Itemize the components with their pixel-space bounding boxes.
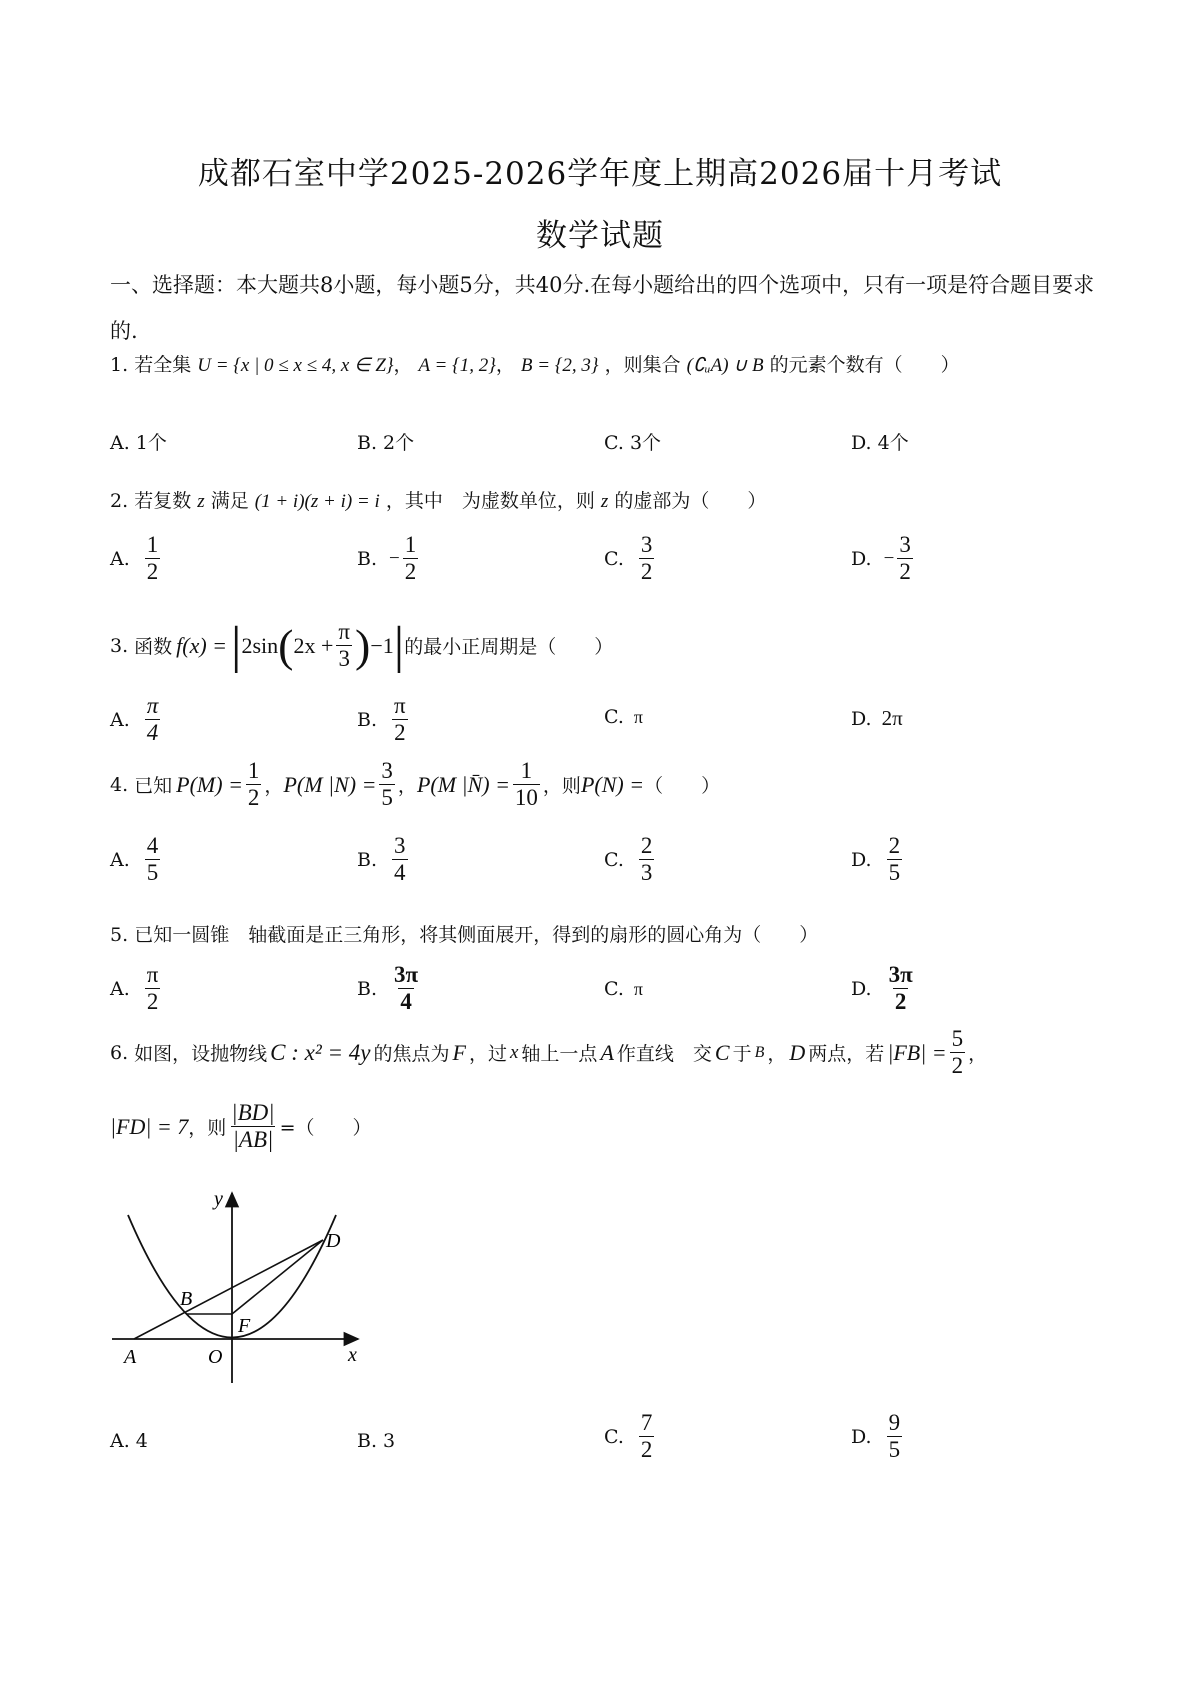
option-label: D. — [851, 848, 872, 871]
math-fd: |FD| = 7 — [110, 1113, 189, 1139]
option-c — [604, 978, 643, 1000]
option-label: C. — [604, 547, 624, 570]
option-fraction: $\frac{\pi}{2}$ — [394, 693, 406, 745]
option-label: D. — [851, 707, 872, 730]
question-text: ，则 — [188, 1117, 227, 1139]
paren-left: ( — [278, 620, 294, 671]
question-text: ，过 — [468, 1043, 507, 1065]
question-text: 的焦点为 — [373, 1043, 450, 1065]
option-value: 2π — [881, 706, 903, 730]
math-curve: C : x² = 4y — [270, 1039, 371, 1065]
question-6 — [110, 1026, 987, 1079]
math-text: −1 — [370, 632, 394, 658]
math-prob: P(N) = — [580, 771, 645, 797]
option-b — [357, 962, 423, 1015]
math-point-f: F — [452, 1039, 466, 1065]
math-curve-c: C — [714, 1039, 730, 1065]
option-label: D. — [851, 977, 872, 1000]
math-expression: (∁ᵤA) ∪ B — [686, 355, 764, 376]
question-1 — [110, 350, 960, 377]
label-b: B — [180, 1288, 193, 1310]
option-b — [357, 693, 411, 746]
label-o: O — [208, 1346, 223, 1368]
option-value: π — [633, 978, 643, 999]
label-f: F — [238, 1315, 251, 1337]
math-fraction: $\frac{1}{10}$ — [514, 758, 538, 810]
page-title: 成都石室中学2025-2026学年度上期高2026届十月考试 — [197, 156, 1003, 192]
math-set-a: A = {1, 2} — [418, 355, 496, 376]
option-a: A. 1个 — [110, 432, 167, 454]
question-text: 的最小正周期是（ ） — [404, 636, 614, 658]
question-2 — [110, 486, 766, 513]
math-set-u: U = {x | 0 ≤ x ≤ 4, x ∈ Z} — [197, 355, 394, 376]
separator: ， — [264, 775, 284, 797]
math-text: 2x + — [293, 632, 334, 658]
question-text: 轴上一点 — [521, 1043, 598, 1065]
question-number: 5. — [110, 924, 129, 946]
page-subtitle: 数学试题 — [536, 218, 664, 254]
question-number: 4. — [110, 773, 129, 796]
option-label: B. — [357, 708, 378, 731]
option-fraction: $\frac{3}{2}$ — [640, 532, 653, 584]
abs-bar: | — [393, 617, 405, 674]
option-a — [110, 693, 163, 746]
option-label: A. — [110, 708, 130, 731]
option-b: B. 3 — [357, 1430, 396, 1452]
option-sign: − — [389, 547, 400, 569]
option-fraction: $\frac{2}{3}$ — [640, 833, 653, 885]
math-fraction: $\frac{5}{2}$ — [951, 1026, 964, 1078]
math-fraction: $\frac{|BD|}{|AB|}$ — [231, 1100, 275, 1152]
option-label: D. — [851, 1425, 872, 1448]
option-label: B. — [357, 977, 378, 1000]
option-a — [110, 962, 163, 1015]
label-y: y — [214, 1188, 223, 1210]
paren-right: ) — [355, 620, 371, 671]
label-a: A — [124, 1346, 137, 1368]
option-b: B. 2个 — [357, 432, 415, 454]
option-b — [357, 833, 411, 886]
separator: ， — [495, 354, 515, 376]
question-number: 2. — [110, 490, 129, 512]
option-label: A. — [110, 848, 130, 871]
option-d — [851, 532, 916, 585]
option-label: C. — [604, 848, 624, 871]
math-fraction: $\frac{3}{5}$ — [381, 758, 393, 810]
question-text: 函数 — [134, 636, 173, 658]
separator: ， — [397, 775, 417, 797]
option-fraction: $\frac{4}{5}$ — [146, 833, 159, 885]
label-x: x — [348, 1344, 357, 1366]
question-text: ，其中 为虚数单位，则 — [385, 490, 595, 512]
separator: ， — [393, 354, 413, 376]
option-label: B. — [357, 848, 378, 871]
option-c — [604, 1410, 657, 1463]
option-d: D. 4个 — [851, 432, 909, 454]
segment-fd — [232, 1240, 323, 1314]
question-text: 满足 — [210, 490, 249, 512]
option-sign: − — [883, 547, 895, 569]
option-label: A. — [110, 547, 130, 570]
option-c — [604, 532, 657, 585]
math-fraction: $\frac{\pi}{3}$ — [338, 619, 351, 671]
separator: ， — [968, 1043, 988, 1065]
option-fraction: $\frac{3\pi}{2}$ — [888, 962, 913, 1014]
option-c — [604, 706, 643, 728]
math-point-b: B — [754, 1043, 765, 1061]
option-d — [851, 1410, 905, 1463]
line-ad — [134, 1240, 323, 1339]
question-text: 若复数 — [134, 490, 192, 512]
question-text: ，则 — [542, 775, 581, 797]
option-c — [604, 833, 657, 886]
question-number: 1. — [110, 354, 129, 376]
math-point-a: A — [600, 1039, 614, 1065]
question-number: 6. — [110, 1041, 129, 1064]
question-text: ，则集合 — [604, 354, 681, 376]
option-a — [110, 532, 163, 585]
math-point-d: D — [789, 1039, 806, 1065]
option-fraction: $\frac{3}{4}$ — [394, 833, 406, 885]
option-label: C. — [604, 1425, 624, 1448]
question-text: 两点，若 — [808, 1043, 885, 1065]
option-fraction: $\frac{9}{5}$ — [888, 1410, 901, 1462]
question-5 — [110, 920, 818, 947]
math-axis-x: x — [509, 1041, 519, 1063]
question-text: 作直线 交 — [616, 1043, 712, 1065]
option-fraction: $\frac{2}{5}$ — [888, 833, 901, 885]
question-text: 已知一圆锥 轴截面是正三角形，将其侧面展开，得到的扇形的圆心角为（ ） — [134, 924, 819, 946]
option-label: A. — [110, 977, 130, 1000]
option-fraction: $\frac{\pi}{2}$ — [146, 962, 159, 1014]
option-label: D. — [851, 547, 872, 570]
option-label: C. — [604, 978, 624, 1000]
math-prob: P(M |N) = — [283, 771, 377, 797]
question-text: 已知 — [134, 775, 173, 797]
math-equation: (1 + i)(z + i) = i — [254, 491, 380, 512]
abs-bar: | — [231, 617, 242, 674]
option-d — [851, 962, 918, 1015]
question-text: 如图，设抛物线 — [134, 1043, 268, 1065]
math-fraction: $\frac{1}{2}$ — [247, 758, 260, 810]
question-text: 的元素个数有（ ） — [769, 354, 960, 376]
math-prob: P(M) = — [176, 771, 243, 797]
option-fraction: $\frac{1}{2}$ — [404, 532, 417, 584]
math-fb: |FB| = — [887, 1039, 947, 1065]
parabola-figure — [100, 1185, 380, 1395]
question-text: 的虚部为（ ） — [614, 490, 767, 512]
math-text: 2sin — [241, 632, 279, 658]
section-heading: 一、选择题：本大题共8小题，每小题5分，共40分.在每小题给出的四个选项中，只有一项是符合题目要求的. — [110, 273, 1095, 343]
option-fraction: $\frac{3}{2}$ — [899, 532, 911, 584]
question-6-line-2 — [110, 1100, 372, 1153]
option-b — [357, 532, 421, 585]
option-fraction: $\frac{\pi}{4}$ — [146, 693, 159, 745]
question-3 — [110, 616, 613, 675]
option-d — [851, 706, 903, 731]
math-z: z — [197, 491, 205, 512]
math-z: z — [600, 491, 609, 512]
question-number: 3. — [110, 634, 129, 657]
option-d — [851, 833, 905, 886]
question-4 — [110, 758, 720, 811]
option-a: A. 4 — [110, 1430, 148, 1452]
option-fraction: $\frac{1}{2}$ — [146, 532, 159, 584]
question-text: =（ ） — [279, 1117, 372, 1139]
question-text: （ ） — [644, 775, 721, 797]
question-text: 若全集 — [134, 354, 192, 376]
question-text: ， — [767, 1043, 787, 1065]
math-function: f(x) = — [176, 632, 228, 658]
math-set-b: B = {2, 3} — [520, 355, 599, 376]
option-c: C. 3个 — [604, 432, 662, 454]
option-label: B. — [357, 547, 378, 570]
option-fraction: $\frac{7}{2}$ — [640, 1410, 653, 1462]
option-fraction: $\frac{3\pi}{4}$ — [394, 962, 419, 1014]
math-prob: P(M |N̄) = — [416, 771, 510, 797]
option-label: C. — [604, 706, 624, 728]
question-text: 于 — [732, 1043, 752, 1065]
option-a — [110, 833, 163, 886]
option-value: π — [633, 706, 643, 727]
label-d: D — [326, 1230, 341, 1252]
